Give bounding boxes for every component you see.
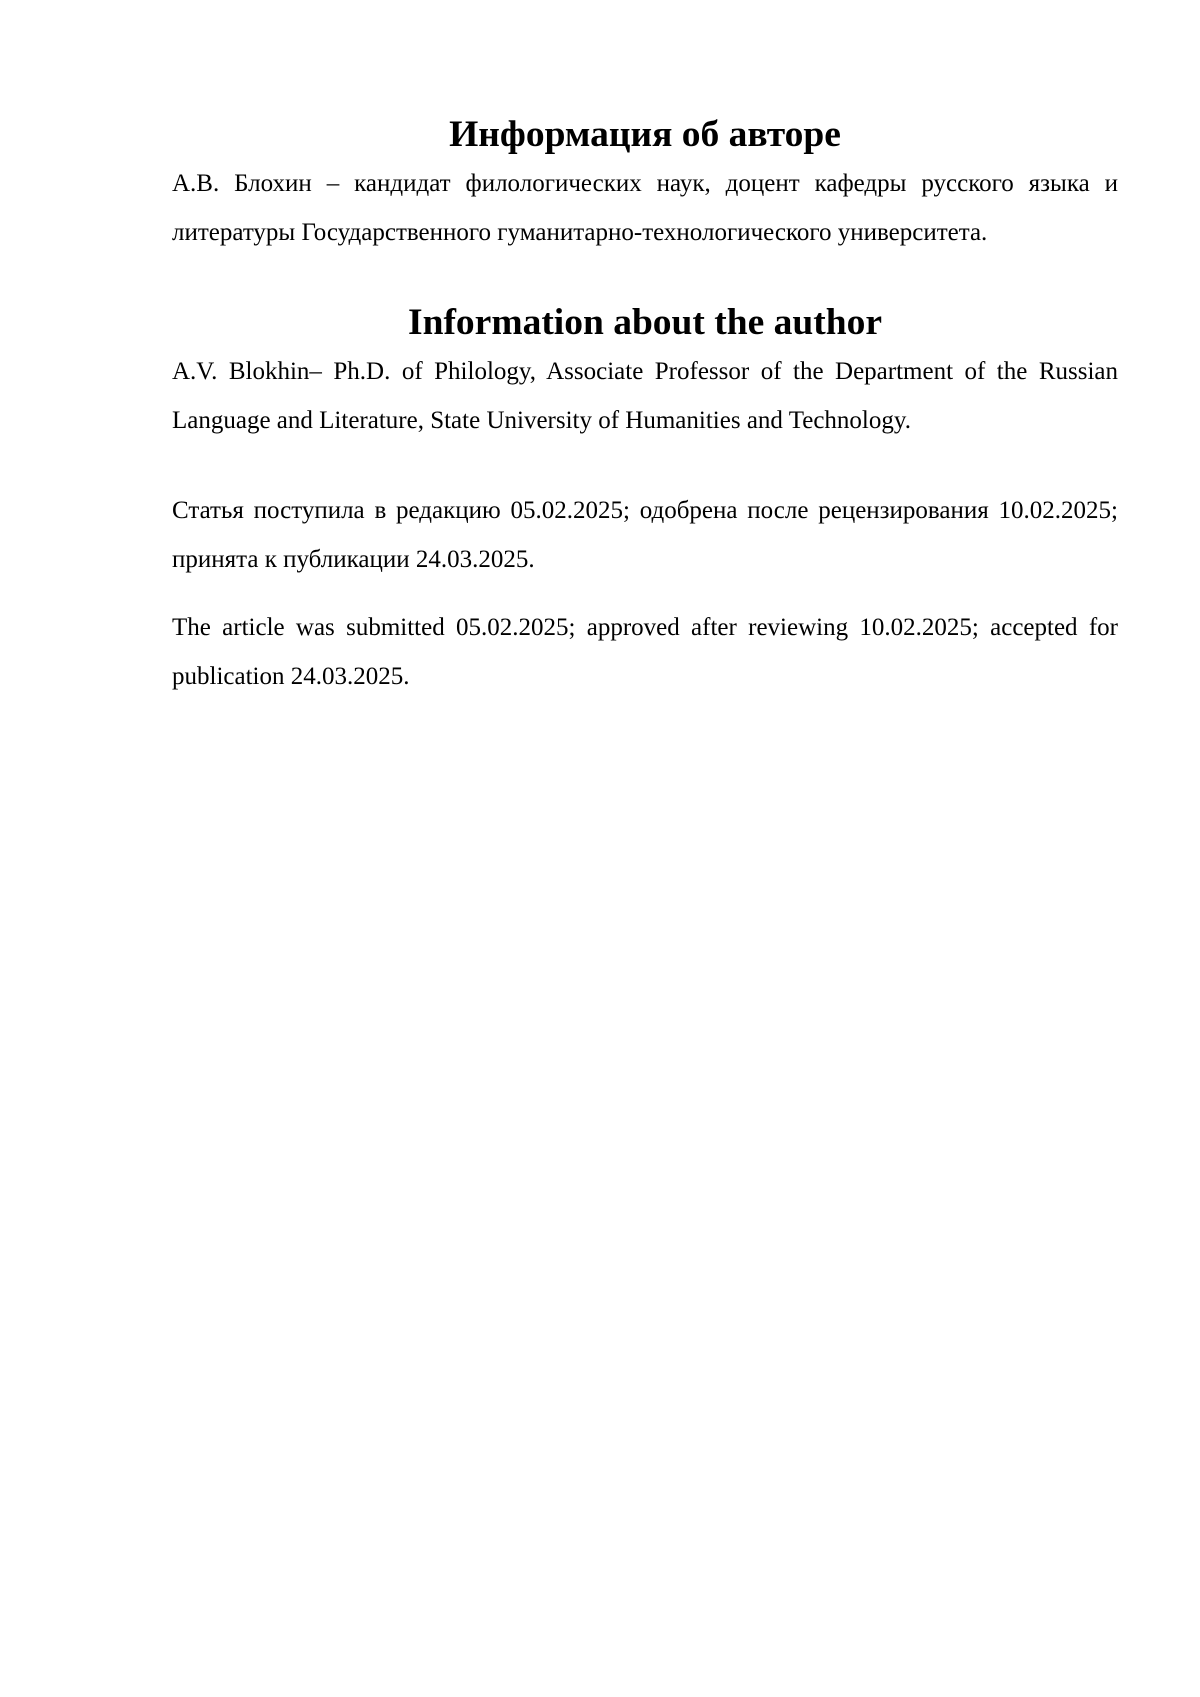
section-spacer [172, 257, 1118, 298]
author-info-en-section [172, 298, 1118, 445]
section-spacer [172, 445, 1118, 486]
author-info-en-text: A.V. Blokhin– Ph.D. of Philology, Associate Professor of the Department of the Russian Language and Literature, State University of Humanities and Technology. [172, 358, 1118, 434]
document-page [172, 110, 1118, 701]
paragraph-spacer [172, 584, 1118, 603]
article-history-en: The article was submitted 05.02.2025; approved after reviewing 10.02.2025; accepted for publication 24.03.2025. [172, 614, 1118, 690]
author-info-ru-text: А.В. Блохин – кандидат филологических наук, доцент кафедры русского языка и литературы Государственного гуманитарно-технологического университета. [172, 170, 1118, 246]
article-history-ru: Статья поступила в редакцию 05.02.2025; одобрена после рецензирования 10.02.2025; принята к публикации 24.03.2025. [172, 497, 1118, 573]
author-info-en-heading: Information about the author [408, 302, 882, 343]
article-history-section [172, 486, 1118, 701]
author-info-ru-heading: Информация об авторе [449, 114, 841, 155]
author-info-ru-section [172, 110, 1118, 257]
